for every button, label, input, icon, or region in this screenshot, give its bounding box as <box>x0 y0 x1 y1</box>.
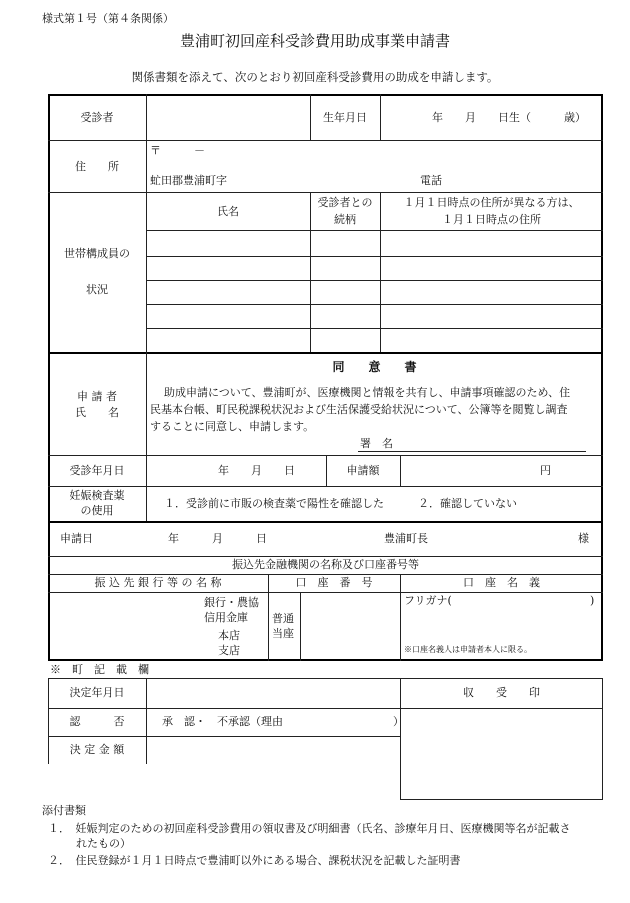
account-current[interactable]: 当座 <box>272 627 294 640</box>
holder-note: ※口座名義人は申請者本人に限る。 <box>404 645 532 654</box>
consent-text-1: 助成申請について、豊浦町が、医療機関と情報を共有し、申請事項確認のため、住 <box>164 386 571 399</box>
amount-label: 申請額 <box>346 464 380 477</box>
household-col-name: 氏名 <box>217 205 239 218</box>
pregnancy-option-2[interactable]: ２．確認していない <box>418 497 517 510</box>
birth-label: 生年月日 <box>323 111 367 124</box>
signature-label: 署 名 <box>360 437 393 450</box>
consent-text-3: することに同意し、申請します。 <box>150 420 315 433</box>
bank-type-bank: 銀行・農協 <box>204 596 259 609</box>
pregnancy-option-1[interactable]: １．受診前に市販の検査薬で陽性を確認した <box>164 497 384 510</box>
attachment-item-2: ２． 住民登録が１月１日時点で豊浦町以外にある場合、課税状況を記載した証明書 <box>48 854 461 867</box>
addressee: 豊浦町長 <box>384 532 428 545</box>
yen-label: 円 <box>540 464 551 477</box>
consent-heading: 同 意 書 <box>332 360 417 374</box>
furigana-label: フリガナ( <box>404 594 452 607</box>
application-date-label: 申請日 <box>60 532 93 545</box>
attachments-heading: 添付書類 <box>42 804 86 817</box>
household-col-address: １月１日時点の住所が異なる方は、 <box>403 196 580 209</box>
applicant-label-2: 氏 名 <box>75 406 119 419</box>
household-col-relation: 受診者との <box>317 196 373 209</box>
birth-date-field[interactable]: 年 月 日生（ 歳） <box>432 111 586 124</box>
account-ordinary[interactable]: 普通 <box>272 612 294 625</box>
decision-date-label: 決定年月日 <box>69 686 125 699</box>
pregnancy-test-label: 妊娠検査薬 <box>69 489 125 502</box>
household-label: 世帯構成員の <box>64 247 130 260</box>
consent-text-2: 民基本台帳、町民税課税状況および生活保護受給状況について、公簿等を閲覧し調査 <box>150 403 568 416</box>
signature-line[interactable] <box>358 451 586 452</box>
branch-main: 本店 <box>218 629 240 642</box>
bank-type-credit: 信用金庫 <box>204 611 248 624</box>
honorific: 様 <box>578 532 589 545</box>
postal-code-field[interactable]: 〒 － <box>150 144 205 157</box>
bank-heading: 振込先金融機関の名称及び口座番号等 <box>232 558 419 571</box>
phone-label: 電話 <box>420 174 442 187</box>
applicant-label: 申 請 者 <box>77 390 117 403</box>
bank-col-name: 振 込 先 銀 行 等 の 名 称 <box>94 576 222 589</box>
bank-col-holder: 口 座 名 義 <box>463 576 540 589</box>
furigana-close: ) <box>590 594 595 607</box>
page-title: 豊浦町初回産科受診費用助成事業申請書 <box>179 32 450 50</box>
approval-label: 認 否 <box>69 715 125 728</box>
household-col-address-2: １月１日時点の住所 <box>442 213 541 226</box>
exam-date-label: 受診年月日 <box>69 464 125 477</box>
exam-date-field[interactable]: 年 月 日 <box>218 464 295 477</box>
office-heading: ※ 町 記 載 欄 <box>50 663 149 676</box>
attachment-item-1-cont: れたもの） <box>76 837 131 850</box>
attachment-item-1: １． 妊娠判定のための初回産科受診費用の領収書及び明細書（氏名、診療年月日、医療機関等名が記載さ <box>48 822 571 835</box>
patient-name-field[interactable] <box>148 96 308 138</box>
application-date-field[interactable]: 年 月 日 <box>168 532 267 545</box>
approval-options[interactable]: 承 認・ 不承認（理由 ） <box>162 715 404 728</box>
household-col-relation-2: 続柄 <box>334 213 356 226</box>
bank-col-account: 口 座 番 号 <box>295 576 373 589</box>
intro-text: 関係書類を添えて、次のとおり初回産科受診費用の助成を申請します。 <box>131 70 499 84</box>
town-field[interactable]: 虻田郡豊浦町字 <box>150 174 227 187</box>
household-label-2: 状況 <box>86 283 108 296</box>
branch-sub: 支店 <box>218 644 240 657</box>
decision-amount-label: 決 定 金 額 <box>69 743 125 756</box>
receipt-stamp-label: 収 受 印 <box>463 686 540 699</box>
pregnancy-test-label-2: の使用 <box>80 504 114 517</box>
patient-label: 受診者 <box>80 111 114 124</box>
address-label: 住 所 <box>75 160 119 173</box>
form-number: 様式第１号（第４条関係） <box>42 12 174 25</box>
